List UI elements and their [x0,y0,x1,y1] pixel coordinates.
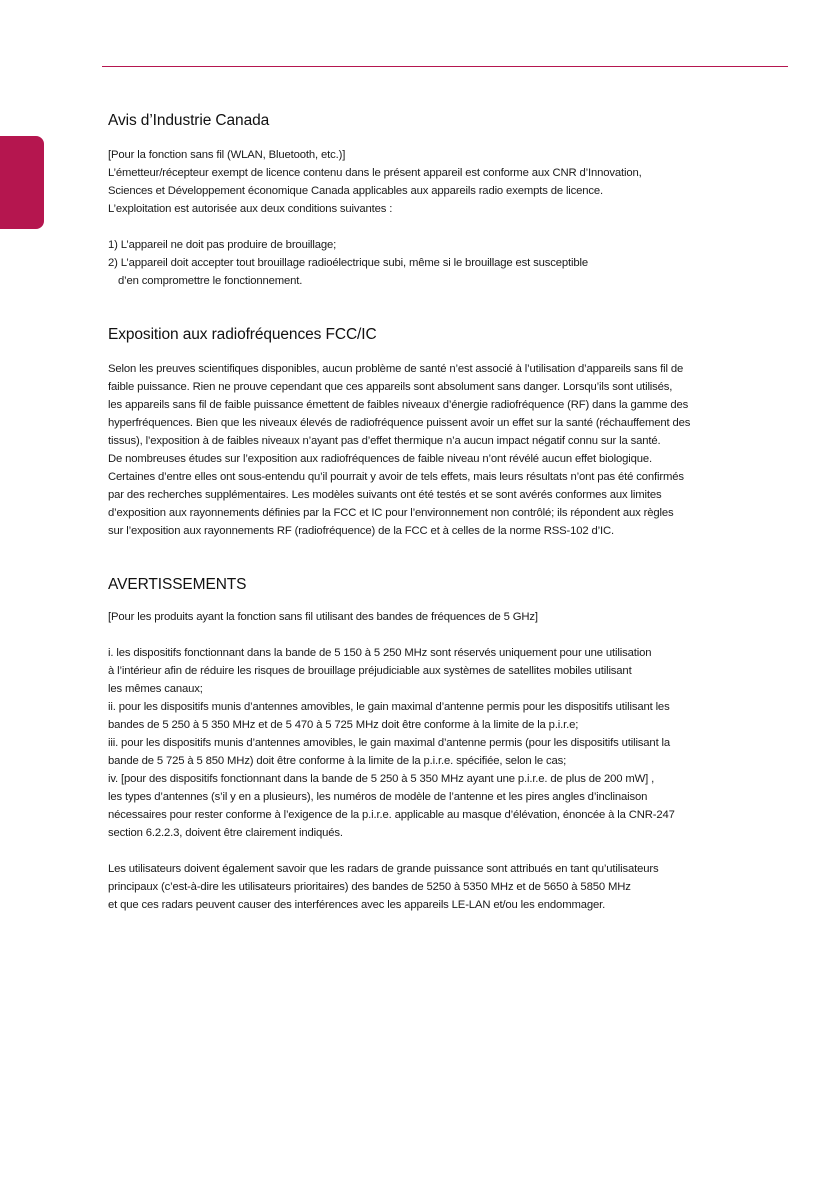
closing-line: Les utilisateurs doivent également savoir que les radars de grande puissance sont attribués en tant qu’utilisateurs [108,863,659,875]
warning-item-line: iv. [pour des dispositifs fonctionnant dans la bande de 5 250 à 5 350 MHz ayant une p.i.r.e. de plus de 200 mW] , [108,773,655,785]
closing-line: et que ces radars peuvent causer des interférences avec les appareils LE-LAN et/ou les endommager. [108,899,606,911]
warnings-body [108,608,788,914]
paragraph-line: Selon les preuves scientifiques disponibles, aucun problème de santé n’est associé à l’utilisation d’appareils sans fil de [108,363,684,375]
section-title-industry-canada: Avis d’Industrie Canada [108,112,270,129]
section-title-warnings: AVERTISSEMENTS [108,576,247,593]
warning-item-line: bandes de 5 250 à 5 350 MHz et de 5 470 à 5 725 MHz doit être conforme à la limite de la p.i.r.e; [108,719,579,731]
spacer [108,626,788,644]
warning-item-line: ii. pour les dispositifs munis d’antennes amovibles, le gain maximal d’antenne permis pour les dispositifs utilisant les [108,701,670,713]
warning-item-line: iii. pour les dispositifs munis d’antennes amovibles, le gain maximal d’antenne permis (pour les dispositifs utilisant la [108,737,671,749]
warning-item-line: nécessaires pour rester conforme à l’exigence de la p.i.r.e. applicable au masque d’élévation, énoncée à la CNR-247 [108,809,675,821]
warning-item-line: i. les dispositifs fonctionnant dans la bande de 5 150 à 5 250 MHz sont réservés uniquement pour une utilisation [108,647,652,659]
language-side-tab [0,136,44,229]
list-item: 1) L’appareil ne doit pas produire de brouillage; [108,239,337,251]
warning-item-line: les types d’antennes (s’il y en a plusieurs), les numéros de modèle de l’antenne et les pires angles d’inclinaison [108,791,648,803]
warning-item-line: les mêmes canaux; [108,683,203,695]
paragraph-line: tissus), l’exposition à de faibles niveaux n’ayant pas d’effet thermique n’a aucun impact négatif connu sur la santé. [108,435,661,447]
closing-line: principaux (c’est-à-dire les utilisateurs prioritaires) des bandes de 5250 à 5350 MHz et de 5650 à 5850 MHz [108,881,631,893]
paragraph-line: les appareils sans fil de faible puissance émettent de faibles niveaux d’énergie radiofréquence (RF) dans la gamme des [108,399,689,411]
list-item-continuation: d’en compromettre le fonctionnement. [118,275,303,287]
paragraph-line: Certaines d’entre elles ont sous-entendu qu’il pourrait y avoir de tels effets, mais leurs résultats n’ont pas été confirmés [108,471,684,483]
section-rf-exposure [108,324,788,540]
paragraph-line: De nombreuses études sur l’exposition aux radiofréquences de faible niveau n’ont révélé aucun effet biologique. [108,453,652,465]
warnings-intro: [Pour les produits ayant la fonction sans fil utilisant des bandes de fréquences de 5 GHz] [108,611,538,623]
warning-item-line: à l’intérieur afin de réduire les risques de brouillage préjudiciable aux systèmes de satellites mobiles utilisant [108,665,632,677]
warning-item-line: section 6.2.2.3, doivent être clairement indiqués. [108,827,343,839]
rf-exposure-paragraph [108,360,788,540]
paragraph-line: par des recherches supplémentaires. Les modèles suivants ont été testés et se sont avérés conformes aux limites [108,489,662,501]
paragraph-line: d’exposition aux rayonnements définies par la FCC et IC pour l’environnement non contrôlé; ils répondent aux règles [108,507,674,519]
paragraph-line: faible puissance. Rien ne prouve cependant que ces appareils sont absolument sans danger. Lorsqu’ils sont utilisés, [108,381,673,393]
industry-canada-paragraph [108,146,788,290]
paragraph-line: sur l’exposition aux rayonnements RF (radiofréquence) de la FCC et à celles de la norme RSS-102 d’IC. [108,525,615,537]
paragraph-line: L’émetteur/récepteur exempt de licence contenu dans le présent appareil est conforme aux CNR d’Innovation, [108,167,642,179]
section-warnings [108,574,788,914]
section-industry-canada-notice [108,110,788,290]
warning-item-line: bande de 5 725 à 5 850 MHz) doit être conforme à la limite de la p.i.r.e. spécifiée, selon le cas; [108,755,567,767]
document-body [108,110,788,914]
paragraph-line: Sciences et Développement économique Canada applicables aux appareils radio exempts de licence. [108,185,604,197]
list-item: 2) L’appareil doit accepter tout brouillage radioélectrique subi, même si le brouillage est susceptible [108,257,589,269]
paragraph-line: hyperfréquences. Bien que les niveaux élevés de radiofréquence puissent avoir un effet sur la santé (réchauffement des [108,417,691,429]
paragraph-line: L’exploitation est autorisée aux deux conditions suivantes : [108,203,393,215]
header-rule [102,66,788,67]
spacer [108,218,788,236]
paragraph-line: [Pour la fonction sans fil (WLAN, Bluetooth, etc.)] [108,149,346,161]
spacer [108,842,788,860]
section-title-rf-exposure: Exposition aux radiofréquences FCC/IC [108,326,377,343]
